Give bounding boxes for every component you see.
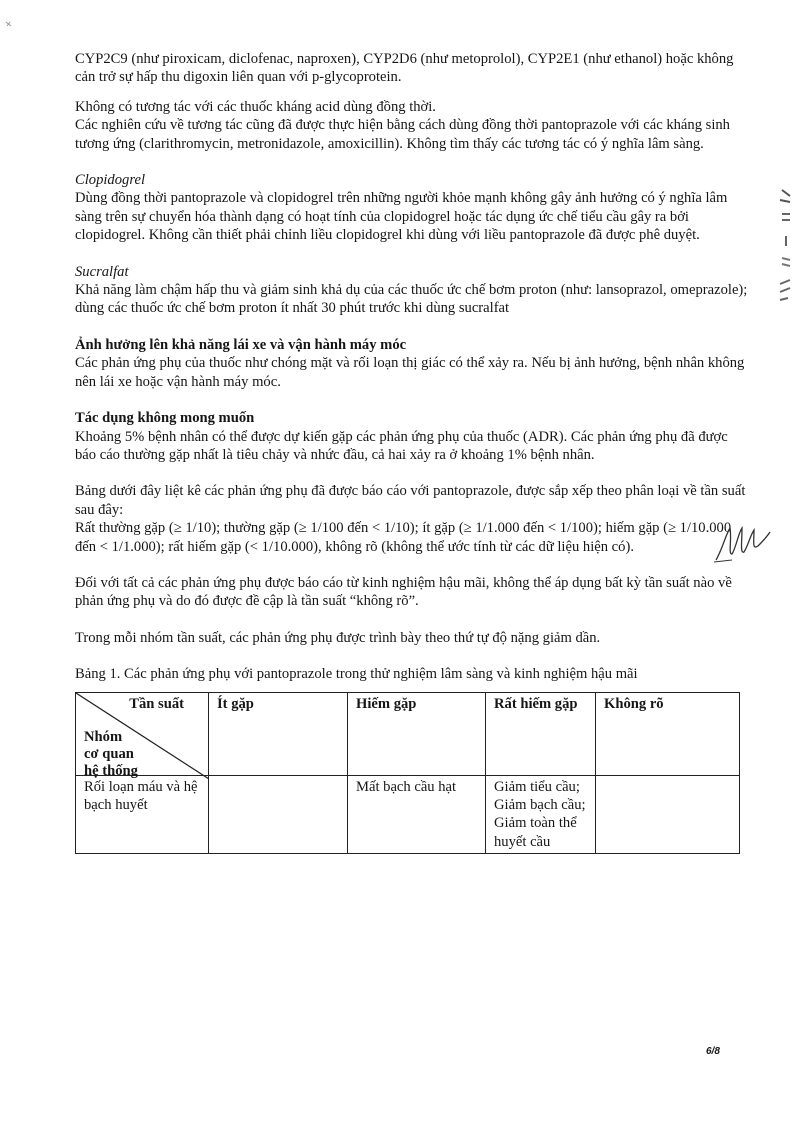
heading-driving: Ảnh hưởng lên khả năng lái xe và vận hành máy móc [75,336,407,353]
adverse-reactions-table [75,692,740,855]
paragraph-cyp: CYP2C9 (như piroxicam, diclofenac, naproxen), CYP2D6 (như metoprolol), CYP2E1 (như ethanol) hoặc không cản trở sự hấp thu digoxin liên quan với p-glycoprotein. [75,51,734,86]
paragraph-postmarketing: Đối với tất cả các phản ứng phụ được báo cáo từ kinh nghiệm hậu mãi, không thể áp dụng bất kỳ tần suất nào về phản ứng phụ và do đó được đề cập là tần suất “không rõ”. [75,574,732,610]
cell-organ-class: Rối loạn máu và hệ bạch huyết [76,775,209,854]
document-body [75,50,750,854]
heading-sucralfat: Sucralfat [75,263,129,280]
cell-uncommon [209,775,348,854]
paragraph-driving: Các phản ứng phụ của thuốc như chóng mặt và rối loạn thị giác có thể xảy ra. Nếu bị ảnh hưởng, bệnh nhân không nên lái xe hoặc vận hành máy móc. [75,355,745,390]
paragraph-clopidogrel: Dùng đồng thời pantoprazole và clopidogrel trên những người khỏe mạnh không gây ảnh hưởng có ý nghĩa lâm sàng trên sự chuyển hóa thành dạng có hoạt tính của clopidogrel hoặc tác dụng ức chế tiểu cầu gây ra bởi clopidogrel. Không cần thiết phải chỉnh liều clopidogrel khi dùng với liều pantoprazole đã được phê duyệt. [75,190,728,244]
page-number: 6/8 [706,1046,720,1057]
paragraph-sucralfat: Khả năng làm chậm hấp thu và giảm sinh khả dụ của các thuốc ức chế bơm proton (như: lansoprazol, omeprazole); dùng các thuốc ức chế bơm proton ít nhất 30 phút trước khi dùng sucralfat [75,282,748,317]
cell-rare: Mất bạch cầu hạt [348,775,486,854]
header-rare: Hiếm gặp [348,692,486,775]
cell-unknown [596,775,740,854]
corner-label-organ-class: Nhóm cơ quan hệ thống [84,728,138,779]
paragraph-adverse-effects: Khoảng 5% bệnh nhân có thể được dự kiến gặp các phản ứng phụ của thuốc (ADR). Các phản ứng phụ đã được báo cáo thường gặp nhất là tiêu chảy và nhức đầu, cả hai xảy ra ở khoảng 1% bệnh nhân. [75,428,728,463]
paragraph-order: Trong mỗi nhóm tần suất, các phản ứng phụ được trình bày theo thứ tự độ nặng giảm dần. [75,629,601,646]
table-corner-cell [76,692,209,779]
paragraph-table-intro: Bảng dưới đây liệt kê các phản ứng phụ đã được báo cáo với pantoprazole, được sắp xếp theo phân loại về tần suất sau đây: [75,483,746,518]
paragraph-antacid: Không có tương tác với các thuốc kháng acid dùng đồng thời. [75,98,436,115]
margin-stamp [760,188,796,318]
scan-mark [5,20,13,28]
cell-very-rare: Giảm tiểu cầu; Giảm bạch cầu; Giảm toàn thể huyết cầu [486,775,596,854]
heading-clopidogrel: Clopidogrel [75,172,145,189]
heading-adverse-effects: Tác dụng không mong muốn [75,410,255,427]
signature-icon [712,520,772,564]
corner-label-frequency: Tần suất [129,695,184,712]
table-caption: Bảng 1. Các phản ứng phụ với pantoprazole trong thử nghiệm lâm sàng và kinh nghiệm hậu mãi [75,666,638,683]
paragraph-antibiotics: Các nghiên cứu về tương tác cũng đã được thực hiện bằng cách dùng đồng thời pantoprazole với các kháng sinh tương ứng (clarithromycin, metronidazole, amoxicillin). Không tìm thấy các tương tác có ý nghĩa lâm sàng. [75,117,730,152]
table-header-row [76,692,740,775]
header-very-rare: Rất hiếm gặp [486,692,596,775]
table-row [76,775,740,854]
paragraph-frequency-categories: Rất thường gặp (≥ 1/10); thường gặp (≥ 1/100 đến < 1/10); ít gặp (≥ 1/1.000 đến < 1/100); hiếm gặp (≥ 1/10.000 đến < 1/1.000); rất hiếm gặp (< 1/10.000), không rõ (không thể ước tính từ các dữ liệu hiện có). [75,520,732,555]
header-unknown: Không rõ [596,692,740,775]
header-uncommon: Ít gặp [209,692,348,775]
